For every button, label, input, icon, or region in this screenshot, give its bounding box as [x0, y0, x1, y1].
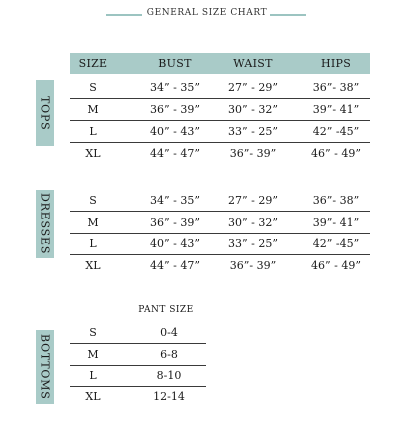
table-row — [70, 212, 370, 234]
hips-cell: 42” -45” — [312, 237, 360, 250]
hips-cell: 46” - 49” — [311, 147, 361, 160]
hips-cell: 46” - 49” — [311, 259, 361, 272]
waist-cell: 27” - 29” — [228, 81, 278, 94]
bottoms-label-text: BOTTOMS — [38, 334, 52, 400]
bust-cell: 40” - 43” — [150, 125, 200, 138]
table-row — [70, 255, 370, 276]
table-row — [70, 143, 370, 164]
chart-title-block — [0, 8, 413, 22]
waist-cell: 27” - 29” — [228, 194, 278, 207]
pant-size-header: PANT SIZE — [138, 305, 194, 315]
bust-cell: 40” - 43” — [150, 237, 200, 250]
waist-cell: 33” - 25” — [228, 125, 278, 138]
dresses-label — [36, 190, 54, 258]
size-cell: XL — [85, 259, 101, 272]
pant-size-cell: 12-14 — [153, 390, 185, 403]
size-cell: S — [89, 326, 97, 339]
bottoms-label — [36, 330, 54, 404]
table-row — [70, 190, 370, 212]
dresses-label-text: DRESSES — [38, 193, 52, 255]
waist-cell: 36”- 39” — [229, 259, 277, 272]
size-cell: S — [89, 194, 97, 207]
table-row — [70, 365, 206, 387]
table-row — [70, 322, 206, 344]
table-header — [70, 53, 370, 74]
tops-label — [36, 80, 54, 146]
size-cell: M — [87, 348, 99, 361]
hips-cell: 39”- 41” — [312, 216, 360, 229]
bust-cell: 36” - 39” — [150, 103, 200, 116]
waist-cell: 30” - 32” — [228, 216, 278, 229]
hips-cell: 36”- 38” — [312, 81, 360, 94]
hips-cell: 36”- 38” — [312, 194, 360, 207]
chart-title: GENERAL SIZE CHART — [146, 8, 268, 18]
table-row — [70, 233, 370, 255]
pant-size-cell: 0-4 — [160, 326, 178, 339]
table-row — [70, 386, 206, 407]
waist-cell: 33” - 25” — [228, 237, 278, 250]
size-cell: XL — [85, 390, 101, 403]
bust-cell: 44” - 47” — [150, 147, 200, 160]
bust-cell: 36” - 39” — [150, 216, 200, 229]
pant-size-cell: 8-10 — [156, 369, 182, 382]
hips-cell: 39”- 41” — [312, 103, 360, 116]
header-waist: WAIST — [233, 57, 273, 70]
bust-cell: 44” - 47” — [150, 259, 200, 272]
table-row — [70, 77, 370, 99]
table-row — [70, 121, 370, 143]
title-divider-left — [106, 14, 142, 16]
header-bust: BUST — [158, 57, 192, 70]
waist-cell: 36”- 39” — [229, 147, 277, 160]
bust-cell: 34” - 35” — [150, 194, 200, 207]
hips-cell: 42” -45” — [312, 125, 360, 138]
size-cell: L — [89, 369, 97, 382]
table-row — [70, 99, 370, 121]
waist-cell: 30” - 32” — [228, 103, 278, 116]
size-cell: M — [87, 103, 99, 116]
size-cell: L — [89, 125, 97, 138]
header-hips: HIPS — [320, 57, 352, 70]
bust-cell: 34” - 35” — [150, 81, 200, 94]
size-cell: XL — [85, 147, 101, 160]
size-cell: S — [89, 81, 97, 94]
title-divider-right — [270, 14, 306, 16]
pant-size-cell: 6-8 — [160, 348, 178, 361]
size-cell: L — [89, 237, 97, 250]
tops-label-text: TOPS — [38, 95, 52, 131]
table-row — [70, 344, 206, 366]
header-size: SIZE — [78, 57, 108, 70]
size-cell: M — [87, 216, 99, 229]
